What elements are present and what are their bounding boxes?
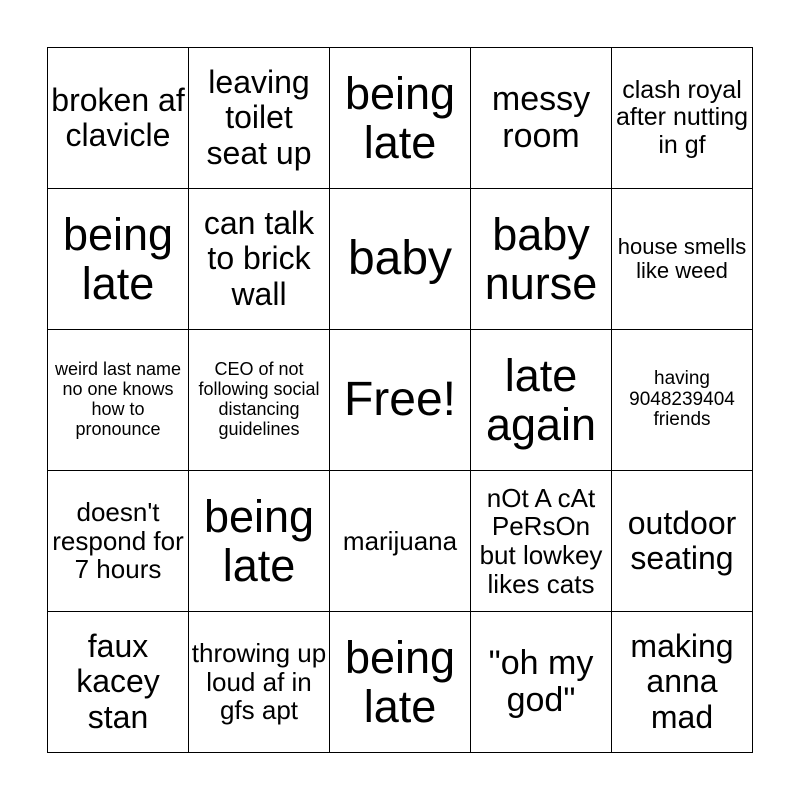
bingo-cell-r3c4[interactable] <box>471 330 612 471</box>
free-space-cell[interactable] <box>330 330 471 471</box>
cell-text: being late <box>62 208 174 309</box>
cell-text: being late <box>344 67 456 168</box>
bingo-cell-r4c1[interactable] <box>48 471 189 612</box>
free-space-text: Free! <box>343 372 457 426</box>
bingo-cell-r4c3[interactable] <box>330 471 471 612</box>
bingo-cell-r5c3[interactable] <box>330 612 471 753</box>
cell-text: making anna mad <box>630 628 734 735</box>
bingo-cell-r1c1[interactable] <box>48 48 189 189</box>
cell-text: house smells like weed <box>617 233 747 283</box>
bingo-cell-r4c5[interactable] <box>612 471 753 612</box>
cell-text: baby <box>347 231 453 285</box>
bingo-cell-r1c3[interactable] <box>330 48 471 189</box>
bingo-cell-r5c1[interactable] <box>48 612 189 753</box>
bingo-cell-r1c4[interactable] <box>471 48 612 189</box>
bingo-cell-r4c2[interactable] <box>189 471 330 612</box>
bingo-cell-r5c4[interactable] <box>471 612 612 753</box>
bingo-cell-r4c4[interactable] <box>471 471 612 612</box>
bingo-cell-r3c1[interactable] <box>48 330 189 471</box>
cell-text: weird last name no one knows how to pronounce <box>54 359 182 439</box>
cell-text: marijuana <box>342 525 458 556</box>
bingo-cell-r2c3[interactable] <box>330 189 471 330</box>
cell-text: outdoor seating <box>627 504 737 576</box>
bingo-cell-r2c2[interactable] <box>189 189 330 330</box>
bingo-cell-r2c5[interactable] <box>612 189 753 330</box>
cell-text: leaving toilet seat up <box>206 64 312 171</box>
cell-text: "oh my god" <box>488 643 594 719</box>
cell-text: clash royal after nutting in gf <box>615 75 749 159</box>
bingo-cell-r3c2[interactable] <box>189 330 330 471</box>
bingo-cell-r5c5[interactable] <box>612 612 753 753</box>
cell-text: late again <box>485 349 597 450</box>
cell-text: messy room <box>491 79 591 155</box>
cell-text: faux kacey stan <box>76 628 160 735</box>
cell-text: nOt A cAt PeRsOn but lowkey likes cats <box>479 482 603 599</box>
cell-text: doesn't respond for 7 hours <box>52 497 184 585</box>
bingo-cell-r2c4[interactable] <box>471 189 612 330</box>
bingo-cell-r3c5[interactable] <box>612 330 753 471</box>
cell-text: being late <box>203 490 315 591</box>
cell-text: having 9048239404 friends <box>629 367 735 431</box>
bingo-cell-r2c1[interactable] <box>48 189 189 330</box>
bingo-cell-r1c5[interactable] <box>612 48 753 189</box>
cell-text: baby nurse <box>484 208 598 309</box>
cell-text: CEO of not following social distancing guidelines <box>198 359 320 439</box>
bingo-cell-r5c2[interactable] <box>189 612 330 753</box>
bingo-board <box>47 47 753 753</box>
cell-text: being late <box>344 631 456 732</box>
bingo-cell-r1c2[interactable] <box>189 48 330 189</box>
cell-text: throwing up loud af in gfs apt <box>191 638 327 726</box>
cell-text: can talk to brick wall <box>203 205 315 312</box>
cell-text: broken af clavicle <box>51 81 185 153</box>
